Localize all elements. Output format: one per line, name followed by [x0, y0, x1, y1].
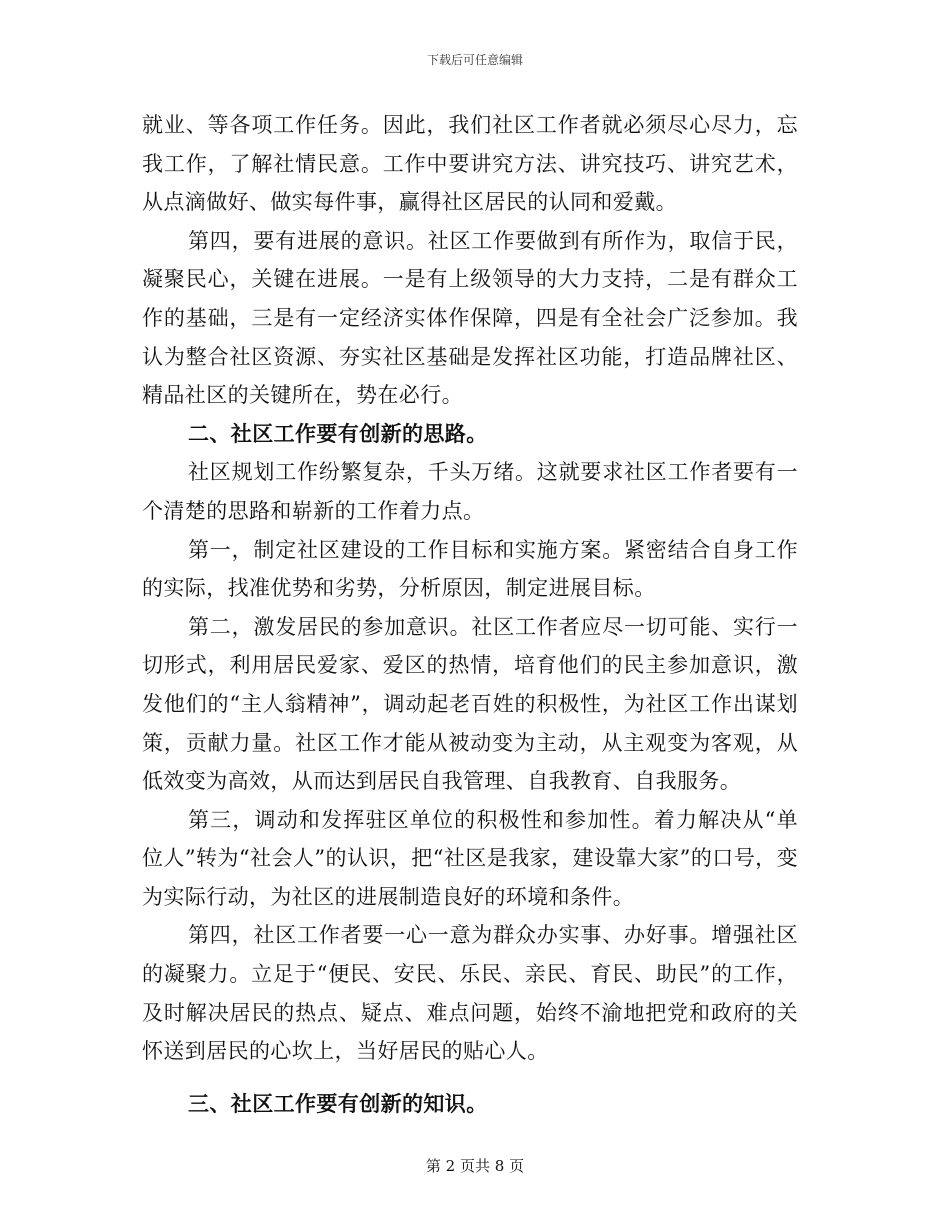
paragraph-first-goals: 第一，制定社区建设的工作目标和实施方案。紧密结合自身工作的实际，找准优势和劣势，分析原因，制定进展目标。: [142, 537, 798, 601]
section-heading-2: 二、社区工作要有创新的思路。: [188, 420, 488, 446]
paragraph-third-units: 第三，调动和发挥驻区单位的积极性和参加性。着力解决从“单位人”转为“社会人”的认识，把“社区是我家，建设靠大家”的口号，变为实际行动，为社区的进展制造良好的环境和条件。: [142, 807, 798, 909]
paragraph-fourth-service: 第四，社区工作者要一心一意为群众办实事、办好事。增强社区的凝聚力。立足于“便民、安民、乐民、亲民、育民、助民”的工作，及时解决居民的热点、疑点、难点问题，始终不渝地把党和政府的关怀送到居民的心坎上，当好居民的贴心人。: [142, 923, 798, 1064]
section-heading-3: 三、社区工作要有创新的知识。: [188, 1090, 488, 1116]
paragraph-continuation: 就业、等各项工作任务。因此，我们社区工作者就必须尽心尽力，忘我工作，了解社情民意。工作中要讲究方法、讲究技巧、讲究艺术，从点滴做好、做实每件事，赢得社区居民的认同和爱戴。: [142, 113, 798, 215]
paragraph-planning: 社区规划工作纷繁复杂，千头万绪。这就要求社区工作者要有一个清楚的思路和崭新的工作着力点。: [142, 460, 798, 523]
paragraph-second-participation: 第二，激发居民的参加意识。社区工作者应尽一切可能、实行一切形式，利用居民爱家、爱区的热情，培育他们的民主参加意识，激发他们的“主人翁精神”，调动起老百姓的积极性，为社区工作出谋划策，贡献力量。社区工作才能从被动变为主动，从主观变为客观，从低效变为高效，从而达到居民自我管理、自我教育、自我服务。: [142, 614, 798, 794]
document-body: [142, 106, 798, 1123]
page-header: 下载后可任意编辑: [426, 53, 523, 67]
page-number-footer: 第 2 页共 8 页: [425, 1157, 525, 1175]
paragraph-fourth-development: 第四，要有进展的意识。社区工作要做到有所作为，取信于民，凝聚民心，关键在进展。一是有上级领导的大力支持，二是有群众工作的基础，三是有一定经济实体作保障，四是有全社会广泛参加。我认为整合社区资源、夯实社区基础是发挥社区功能，打造品牌社区、精品社区的关键所在，势在必行。: [142, 228, 798, 408]
